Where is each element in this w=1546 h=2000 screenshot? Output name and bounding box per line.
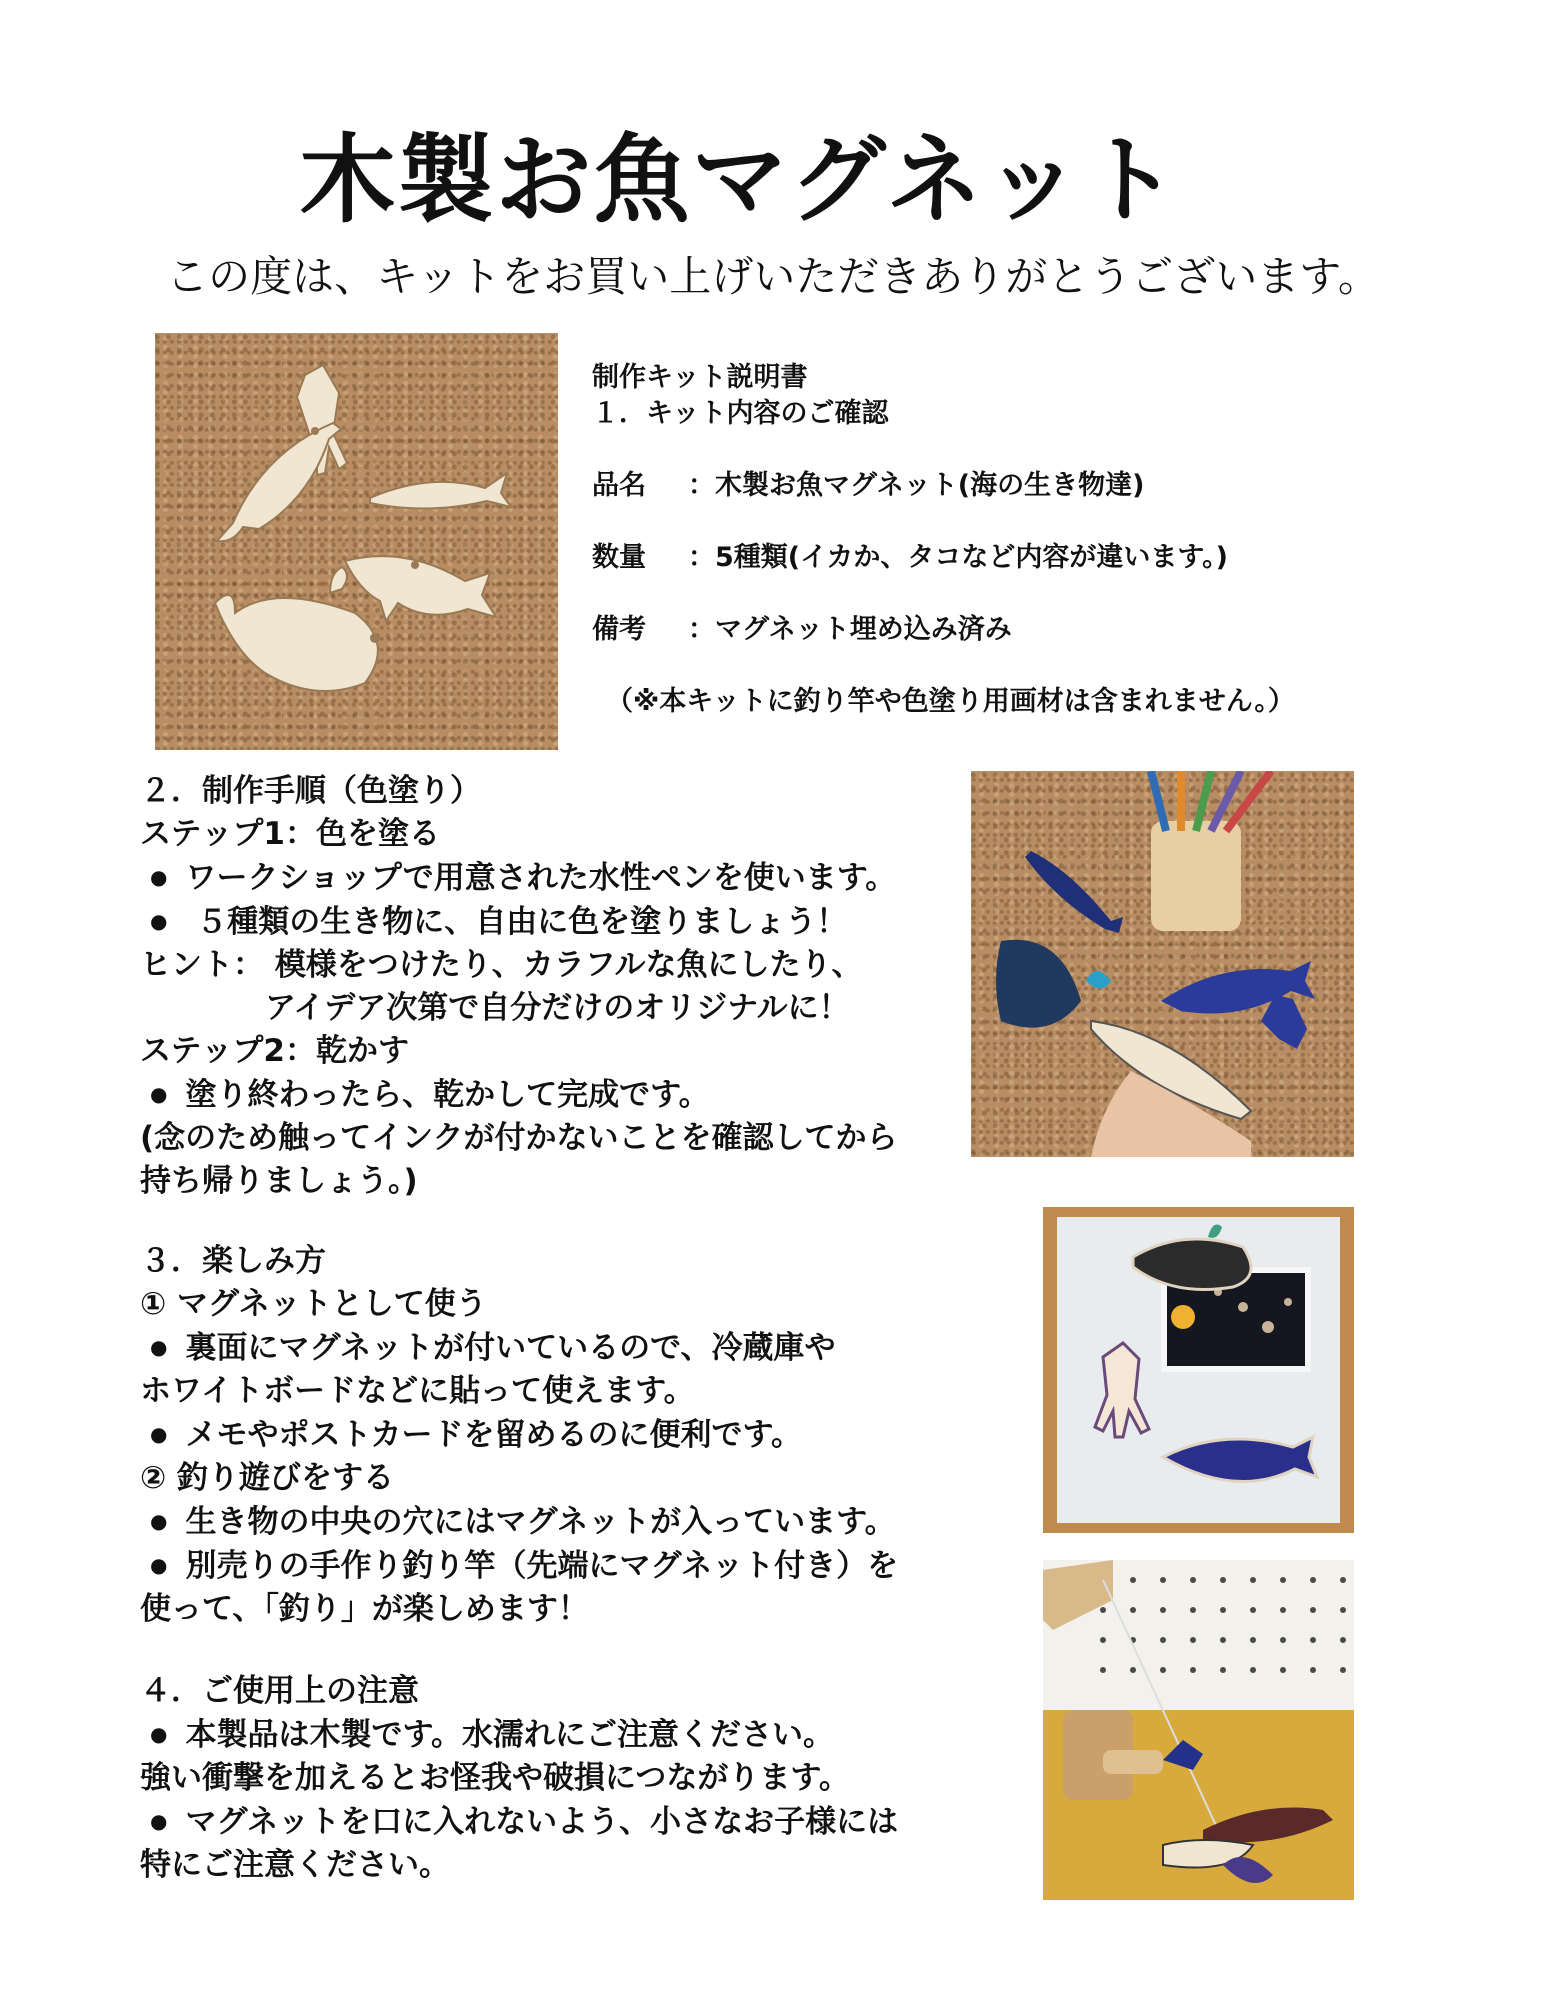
page-title: 木製お魚マグネット: [299, 124, 1181, 236]
step2-note: 持ち帰りましょう。): [140, 1163, 418, 1199]
sub2-bullet: ● 生き物の中央の穴にはマグネットが入っています。: [140, 1500, 898, 1544]
section2-title: ２．制作手順（色塗り）: [140, 773, 481, 809]
info-row-name: [592, 468, 1295, 504]
sub1-bullet: ● メモやポストカードを留めるのに便利です。: [140, 1413, 898, 1457]
section3-title: ３．楽しみ方: [140, 1243, 326, 1279]
step2-title: ステップ2：乾かす: [140, 1033, 409, 1069]
section-usage-notes: [140, 1670, 898, 1887]
photo-fishing-play: [1043, 1560, 1354, 1900]
step2-bullet: ● 塗り終わったら、乾かして完成です。: [140, 1073, 898, 1117]
hint-line: ヒント： 模様をつけたり、カラフルな魚にしたり、: [140, 947, 863, 983]
page-subtitle: この度は、キットをお買い上げいただきありがとうございます。: [166, 252, 1380, 301]
sub2-title: ② 釣り遊びをする: [140, 1460, 395, 1496]
step2-note: (念のため触ってインクが付かないことを確認してから: [140, 1120, 898, 1156]
info-value: ：マグネット埋め込み済み: [688, 614, 1012, 645]
kit-info: [592, 360, 1295, 720]
section-production-steps: [140, 770, 898, 1203]
notes-bullet: ● マグネットを口に入れないよう、小さなお子様には: [140, 1800, 898, 1844]
photo-painted-pieces: [971, 771, 1354, 1157]
sub2-bullet-cont: 使って、「釣り」が楽しめます！: [140, 1591, 589, 1627]
step1-bullet: ● ワークショップで用意された水性ペンを使います。: [140, 856, 898, 900]
sub1-bullet-cont: ホワイトボードなどに貼って使えます。: [140, 1373, 695, 1409]
info-label: 品名: [592, 470, 646, 501]
step1-title: ステップ1：色を塗る: [140, 816, 440, 852]
hint-line: アイデア次第で自分だけのオリジナルに！: [265, 990, 850, 1026]
notes-bullet-cont: 強い衝撃を加えるとお怪我や破損につながります。: [140, 1760, 850, 1796]
photo-whiteboard: [1043, 1207, 1354, 1533]
section1-title: １．キット内容のご確認: [592, 398, 889, 429]
info-row-quantity: [592, 540, 1295, 576]
info-label: 数量: [592, 542, 646, 573]
info-value: ：5種類(イカか、タコなど内容が違います。): [688, 542, 1228, 573]
kit-heading: 制作キット説明書: [592, 362, 808, 393]
step1-bullet: ● ５種類の生き物に、自由に色を塗りましょう！: [140, 900, 898, 944]
section-how-to-enjoy: [140, 1240, 898, 1631]
notes-bullet-cont: 特にご注意ください。: [140, 1847, 450, 1883]
info-label: 備考: [592, 614, 646, 645]
info-row-remarks: [592, 612, 1295, 648]
sub2-bullet: ● 別売りの手作り釣り竿（先端にマグネット付き）を: [140, 1544, 898, 1588]
section4-title: ４．ご使用上の注意: [140, 1673, 419, 1709]
info-value: ：木製お魚マグネット(海の生き物達): [688, 470, 1145, 501]
kit-note: （※本キットに釣り竿や色塗り用画材は含まれません。）: [606, 686, 1295, 717]
photo-unpainted-pieces: [155, 333, 558, 750]
sub1-title: ① マグネットとして使う: [140, 1286, 487, 1322]
notes-bullet: ● 本製品は木製です。水濡れにご注意ください。: [140, 1713, 898, 1757]
sub1-bullet: ● 裏面にマグネットが付いているので、冷蔵庫や: [140, 1326, 898, 1370]
